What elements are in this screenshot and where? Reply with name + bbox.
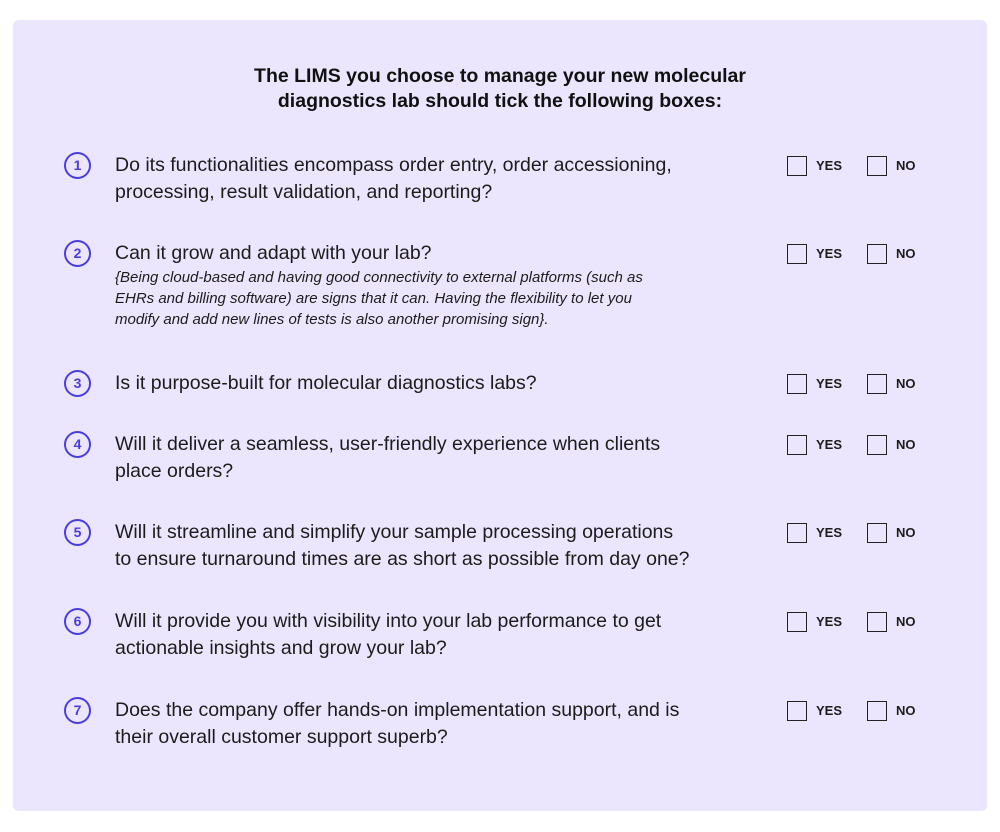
- no-checkbox[interactable]: [867, 523, 887, 543]
- question-text: [115, 431, 775, 485]
- no-checkbox[interactable]: [867, 435, 887, 455]
- question-text: [115, 608, 775, 662]
- question-line: Does the company offer hands-on implementation support, and is: [115, 699, 680, 721]
- no-label: NO: [896, 158, 916, 173]
- question-number-badge: 1: [64, 152, 91, 179]
- question-line: place orders?: [115, 460, 234, 482]
- yes-checkbox[interactable]: [787, 612, 807, 632]
- question-number-badge: 7: [64, 697, 91, 724]
- yes-label: YES: [816, 614, 843, 629]
- yes-checkbox[interactable]: [787, 374, 807, 394]
- question-number-badge: 2: [64, 240, 91, 267]
- question-line: Can it grow and adapt with your lab?: [115, 242, 432, 264]
- yes-checkbox[interactable]: [787, 244, 807, 264]
- note-line: modify and add new lines of tests is also another promising sign}.: [115, 311, 549, 328]
- question-line: Will it streamline and simplify your sample processing operations: [115, 521, 674, 543]
- question-text: [115, 519, 775, 573]
- question-line: Is it purpose-built for molecular diagnostics labs?: [115, 372, 537, 394]
- title-line-2: diagnostics lab should tick the following boxes:: [277, 90, 723, 112]
- question-text: [115, 697, 775, 751]
- note-line: EHRs and billing software) are signs that it can. Having the flexibility to let you: [115, 290, 632, 307]
- no-label: NO: [896, 614, 916, 629]
- question-line: Will it provide you with visibility into your lab performance to get: [115, 610, 662, 632]
- no-label: NO: [896, 437, 916, 452]
- no-checkbox[interactable]: [867, 156, 887, 176]
- yes-checkbox[interactable]: [787, 156, 807, 176]
- question-number-badge: 6: [64, 608, 91, 635]
- yes-checkbox[interactable]: [787, 435, 807, 455]
- question-text: [115, 370, 775, 397]
- yes-label: YES: [816, 376, 843, 391]
- note-line: {Being cloud-based and having good connectivity to external platforms (such as: [115, 269, 643, 286]
- question-line: Will it deliver a seamless, user-friendly experience when clients: [115, 433, 661, 455]
- no-checkbox[interactable]: [867, 701, 887, 721]
- question-note: [115, 267, 775, 330]
- yes-checkbox[interactable]: [787, 701, 807, 721]
- question-line: Do its functionalities encompass order entry, order accessioning,: [115, 154, 672, 176]
- no-label: NO: [896, 703, 916, 718]
- yes-label: YES: [816, 525, 843, 540]
- question-line: to ensure turnaround times are as short as possible from day one?: [115, 548, 690, 570]
- no-label: NO: [896, 525, 916, 540]
- question-line: processing, result validation, and reporting?: [115, 181, 493, 203]
- question-line: actionable insights and grow your lab?: [115, 637, 447, 659]
- checklist-card: [13, 20, 987, 811]
- question-line: their overall customer support superb?: [115, 726, 448, 748]
- yes-label: YES: [816, 437, 843, 452]
- question-number-badge: 3: [64, 370, 91, 397]
- no-label: NO: [896, 376, 916, 391]
- no-checkbox[interactable]: [867, 612, 887, 632]
- no-checkbox[interactable]: [867, 374, 887, 394]
- no-label: NO: [896, 246, 916, 261]
- question-text: [115, 152, 775, 206]
- question-text: [115, 240, 775, 330]
- yes-label: YES: [816, 246, 843, 261]
- question-number-badge: 4: [64, 431, 91, 458]
- yes-label: YES: [816, 703, 843, 718]
- checklist-title: [0, 64, 1000, 114]
- yes-label: YES: [816, 158, 843, 173]
- title-line-1: The LIMS you choose to manage your new molecular: [254, 65, 746, 87]
- yes-checkbox[interactable]: [787, 523, 807, 543]
- no-checkbox[interactable]: [867, 244, 887, 264]
- question-number-badge: 5: [64, 519, 91, 546]
